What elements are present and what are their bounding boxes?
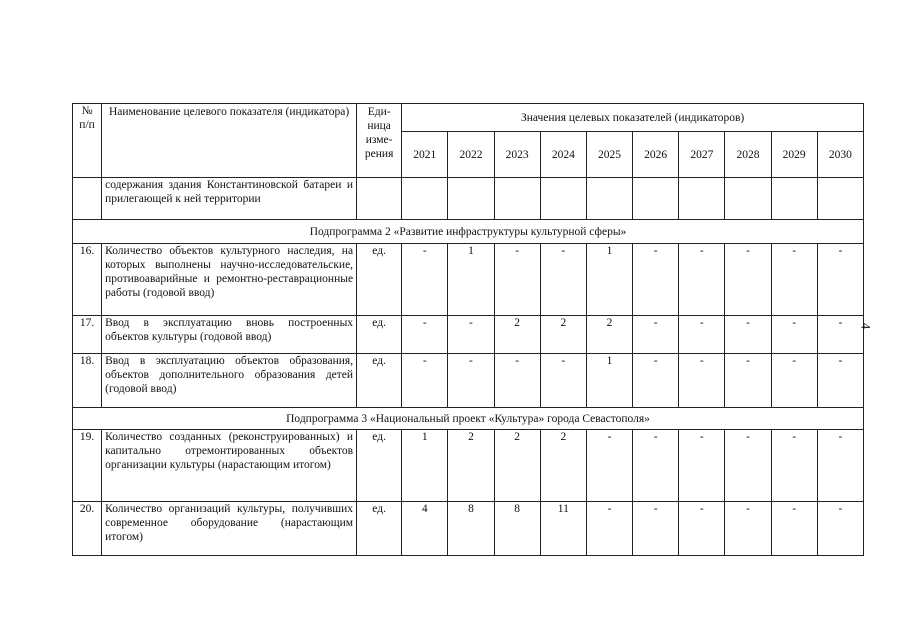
table-row (73, 316, 864, 354)
value-cell: 4 (402, 502, 448, 556)
year-header: 2026 (633, 132, 679, 178)
unit-cell: ед. (357, 244, 402, 316)
subprogram-title: Подпрограмма 2 «Развитие инфраструктуры культурной сферы» (73, 220, 864, 244)
value-cell: 1 (586, 244, 632, 316)
table-row (73, 354, 864, 408)
value-cell: - (448, 354, 494, 408)
table-row (73, 178, 864, 220)
value-cell: - (494, 354, 540, 408)
value-cell: 8 (494, 502, 540, 556)
value-cell: - (494, 244, 540, 316)
table-body (73, 178, 864, 556)
subprogram-row (73, 220, 864, 244)
value-cell: - (679, 354, 725, 408)
value-cell: - (725, 430, 771, 502)
header-num: № п/п (73, 104, 102, 178)
value-cell: - (540, 244, 586, 316)
value-cell: - (402, 316, 448, 354)
year-header: 2021 (402, 132, 448, 178)
indicator-name: Количество организаций культуры, получивших современное оборудование (нарастающим итогом) (102, 502, 357, 556)
value-cell: 2 (494, 430, 540, 502)
year-header: 2029 (771, 132, 817, 178)
value-cell: - (725, 354, 771, 408)
year-header: 2028 (725, 132, 771, 178)
page-number: 4 (858, 322, 874, 330)
indicator-name: Ввод в эксплуатацию вновь построенных объектов культуры (годовой ввод) (102, 316, 357, 354)
value-cell: - (817, 502, 863, 556)
value-cell: - (817, 316, 863, 354)
value-cell: - (771, 244, 817, 316)
row-number: 19. (73, 430, 102, 502)
value-cell: 1 (448, 244, 494, 316)
indicator-name: содержания здания Константиновской батареи и прилегающей к ней территории (102, 178, 357, 220)
value-cell: - (771, 502, 817, 556)
row-number: 20. (73, 502, 102, 556)
table-row (73, 244, 864, 316)
value-cell: 11 (540, 502, 586, 556)
value-cell: - (633, 316, 679, 354)
value-cell (817, 178, 863, 220)
value-cell: - (540, 354, 586, 408)
value-cell: 8 (448, 502, 494, 556)
value-cell (402, 178, 448, 220)
value-cell: 2 (586, 316, 632, 354)
value-cell: 1 (586, 354, 632, 408)
value-cell: - (448, 316, 494, 354)
value-cell (633, 178, 679, 220)
header-values-title: Значения целевых показателей (индикаторов) (402, 104, 864, 132)
unit-cell: ед. (357, 316, 402, 354)
subprogram-row (73, 408, 864, 430)
value-cell: - (725, 316, 771, 354)
value-cell (494, 178, 540, 220)
year-header: 2024 (540, 132, 586, 178)
year-header: 2025 (586, 132, 632, 178)
year-header: 2023 (494, 132, 540, 178)
value-cell (448, 178, 494, 220)
unit-cell: ед. (357, 430, 402, 502)
value-cell: - (633, 244, 679, 316)
subprogram-title: Подпрограмма 3 «Национальный проект «Культура» города Севастополя» (73, 408, 864, 430)
value-cell: - (402, 244, 448, 316)
value-cell: - (633, 430, 679, 502)
value-cell: - (817, 430, 863, 502)
value-cell: - (633, 354, 679, 408)
value-cell (771, 178, 817, 220)
indicator-name: Количество созданных (реконструированных) и капитально отремонтированных объектов организации культуры (нарастающим итогом) (102, 430, 357, 502)
value-cell: 2 (448, 430, 494, 502)
year-header: 2027 (679, 132, 725, 178)
value-cell: - (586, 430, 632, 502)
value-cell: 1 (402, 430, 448, 502)
value-cell: - (725, 502, 771, 556)
value-cell: - (679, 316, 725, 354)
value-cell: 2 (540, 316, 586, 354)
header-unit: Единица измерения (357, 104, 402, 178)
value-cell: - (771, 354, 817, 408)
value-cell (586, 178, 632, 220)
value-cell (725, 178, 771, 220)
value-cell: - (402, 354, 448, 408)
value-cell: - (771, 316, 817, 354)
header-name: Наименование целевого показателя (индикатора) (102, 104, 357, 178)
value-cell: - (817, 244, 863, 316)
row-number (73, 178, 102, 220)
unit-cell: ед. (357, 502, 402, 556)
table-row (73, 430, 864, 502)
indicator-name: Количество объектов культурного наследия, на которых выполнены научно-исследовательские, противоаварийные и ремонтно-реставрационные работы (годовой ввод) (102, 244, 357, 316)
value-cell: - (725, 244, 771, 316)
value-cell: 2 (494, 316, 540, 354)
row-number: 16. (73, 244, 102, 316)
value-cell: - (633, 502, 679, 556)
indicators-table (72, 103, 864, 556)
year-header: 2022 (448, 132, 494, 178)
table-row (73, 502, 864, 556)
unit-cell (357, 178, 402, 220)
year-header: 2030 (817, 132, 863, 178)
value-cell: 2 (540, 430, 586, 502)
value-cell (679, 178, 725, 220)
value-cell: - (679, 430, 725, 502)
value-cell: - (771, 430, 817, 502)
value-cell (540, 178, 586, 220)
value-cell: - (817, 354, 863, 408)
value-cell: - (586, 502, 632, 556)
value-cell: - (679, 502, 725, 556)
row-number: 18. (73, 354, 102, 408)
value-cell: - (679, 244, 725, 316)
row-number: 17. (73, 316, 102, 354)
unit-cell: ед. (357, 354, 402, 408)
indicator-name: Ввод в эксплуатацию объектов образования, объектов дополнительного образования детей (годовой ввод) (102, 354, 357, 408)
